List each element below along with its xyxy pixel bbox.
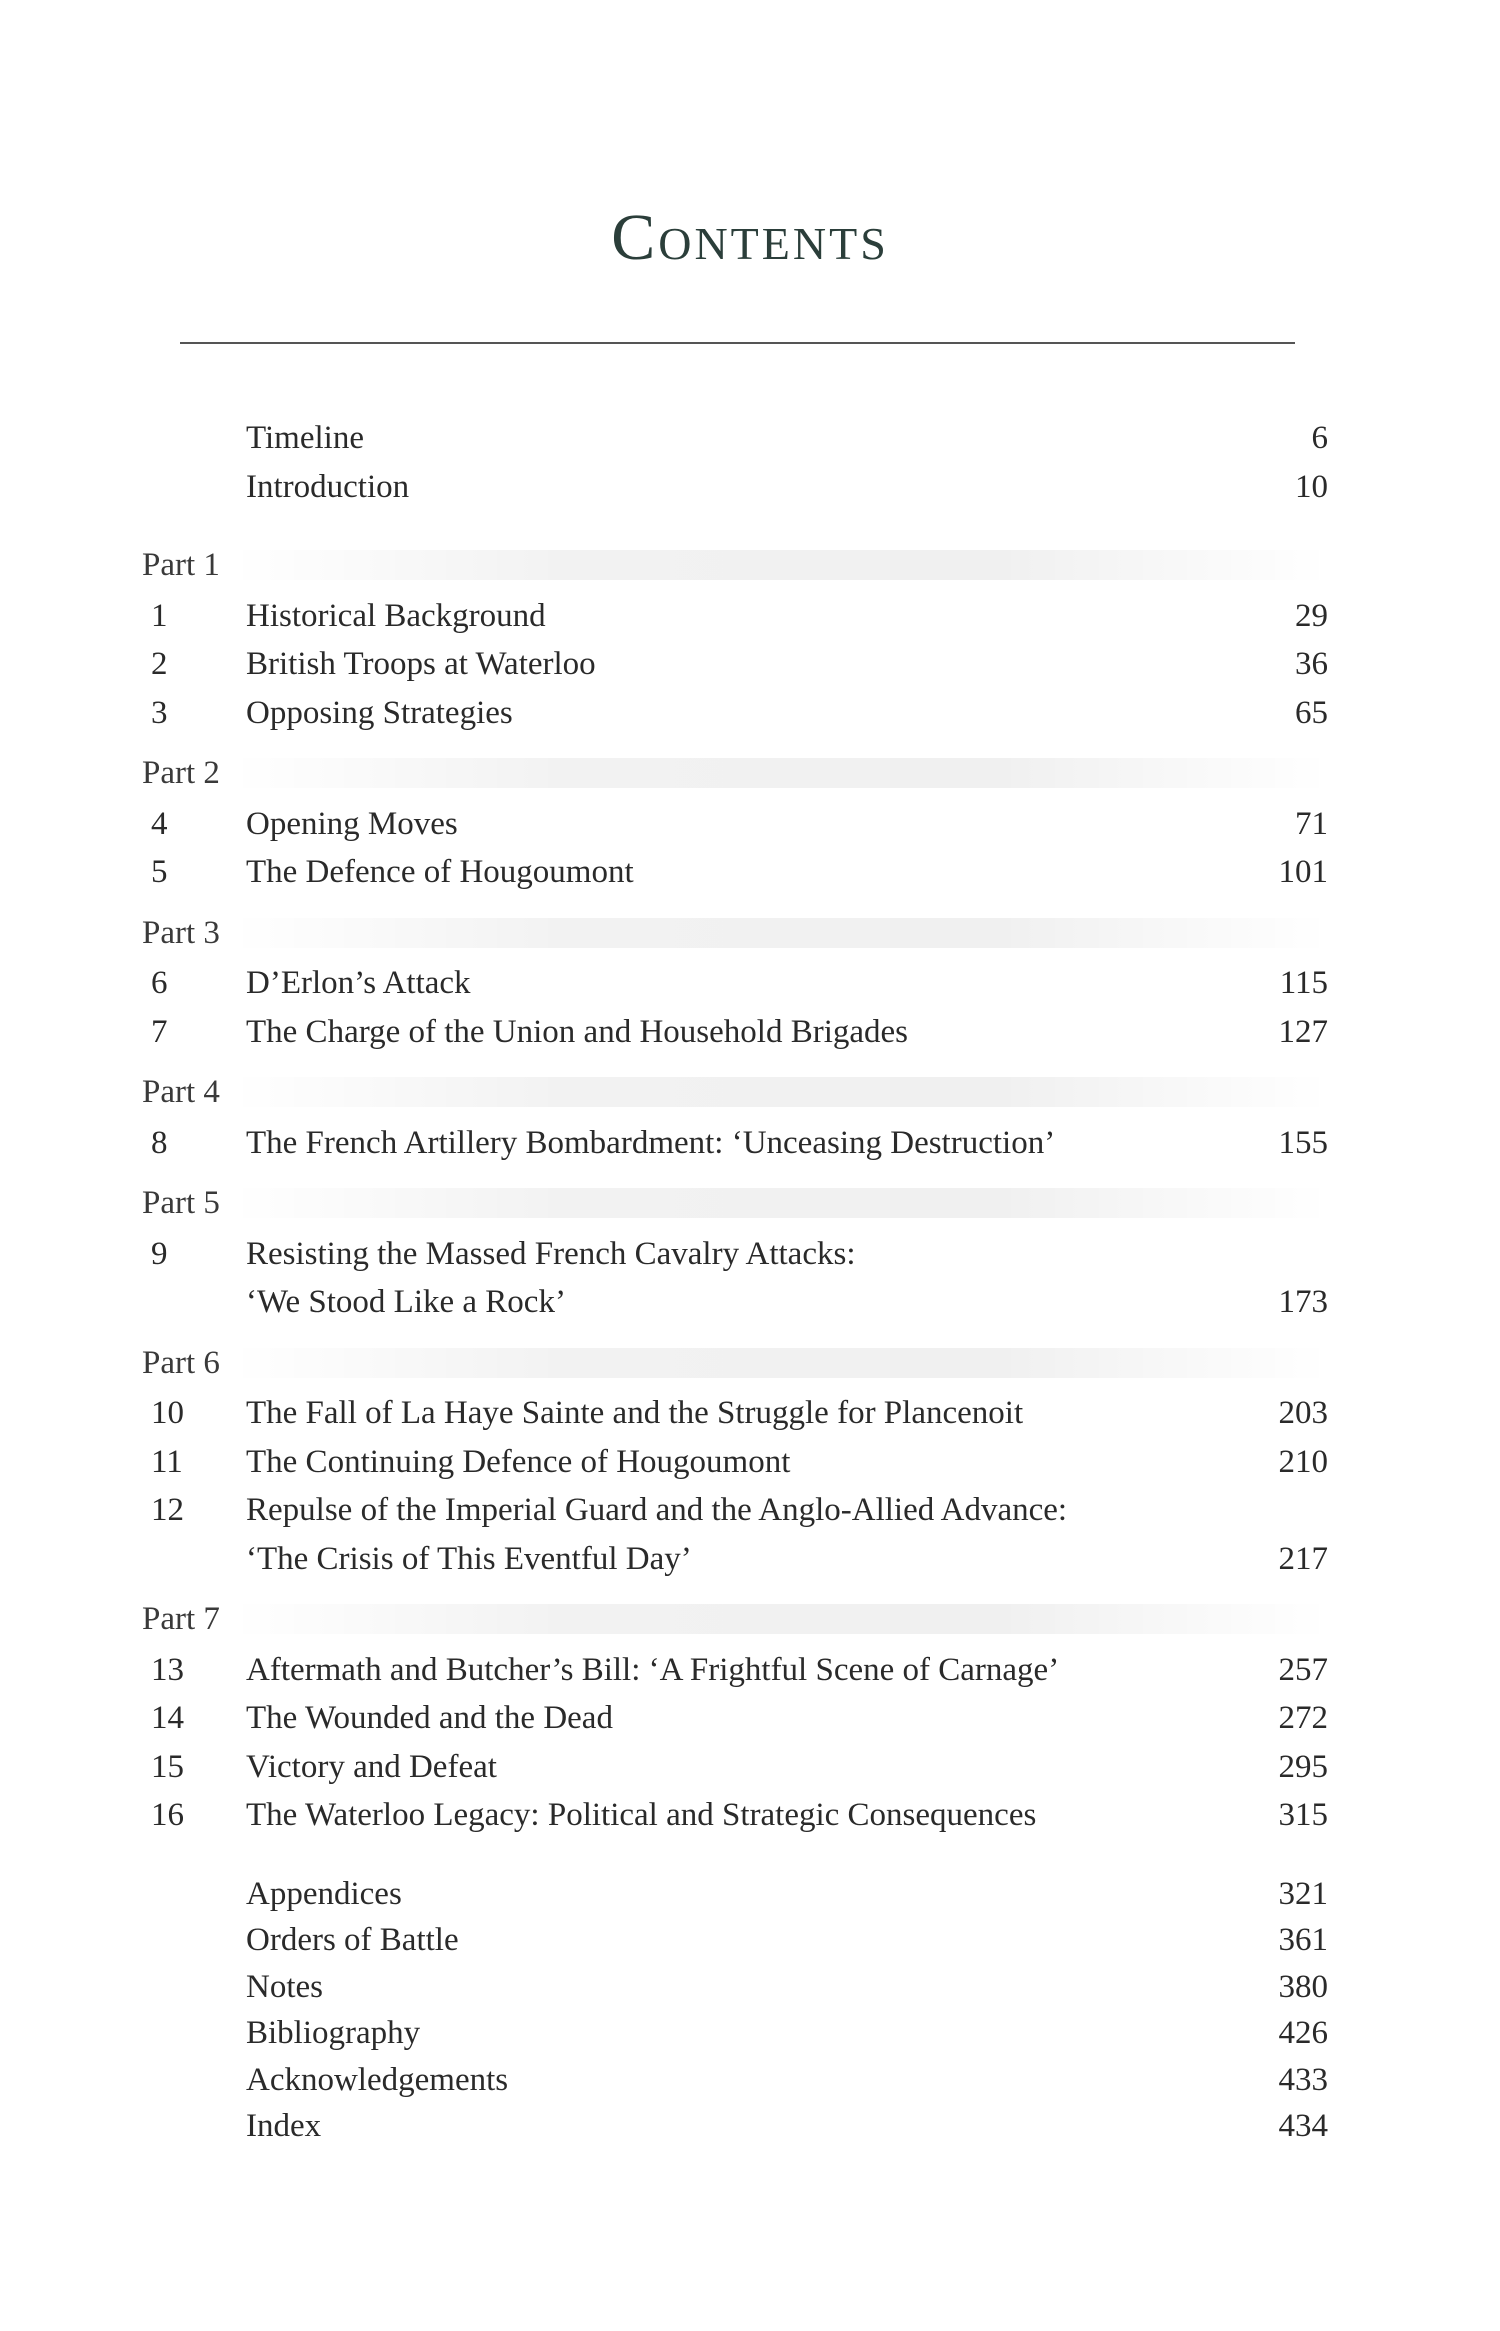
chapter-page: 210 bbox=[1278, 1443, 1328, 1480]
chapter-page: 101 bbox=[1278, 854, 1328, 890]
chapter-title: Victory and Defeat bbox=[246, 1748, 497, 1785]
chapter-page: 173 bbox=[1278, 1284, 1328, 1320]
chapter-title: The Fall of La Haye Sainte and the Struggle for Plancenoit bbox=[246, 1395, 1024, 1431]
part-heading bbox=[0, 1339, 1500, 1387]
chapter-page: 71 bbox=[1295, 805, 1328, 842]
entry-title: Notes bbox=[246, 1968, 323, 2005]
chapter-title: Repulse of the Imperial Guard and the Anglo-Allied Advance: bbox=[246, 1492, 1068, 1528]
chapter-title: Aftermath and Butcher’s Bill: ‘A Frightful Scene of Carnage’ bbox=[246, 1651, 1060, 1688]
part-label: Part 6 bbox=[142, 1344, 220, 1381]
toc-entry[interactable] bbox=[0, 848, 1500, 896]
chapter-title: Opening Moves bbox=[246, 805, 458, 842]
chapter-title: Opposing Strategies bbox=[246, 694, 513, 731]
part-heading bbox=[0, 749, 1500, 797]
part-heading bbox=[0, 1595, 1500, 1643]
part-label: Part 2 bbox=[142, 755, 220, 791]
entry-title: Acknowledgements bbox=[246, 2061, 509, 2098]
toc-entry[interactable] bbox=[0, 1870, 1500, 1918]
chapter-title: The Charge of the Union and Household Brigades bbox=[246, 1013, 908, 1050]
entry-title: Timeline bbox=[246, 420, 364, 456]
part-heading bbox=[0, 1179, 1500, 1227]
toc-entry[interactable] bbox=[0, 2009, 1500, 2057]
toc-entry[interactable] bbox=[0, 1230, 1500, 1278]
chapter-title: D’Erlon’s Attack bbox=[246, 965, 471, 1001]
part-label: Part 4 bbox=[142, 1074, 220, 1110]
chapter-number: 9 bbox=[151, 1235, 168, 1272]
chapter-number: 12 bbox=[151, 1492, 184, 1528]
chapter-number: 1 bbox=[151, 597, 168, 634]
chapter-number: 4 bbox=[151, 805, 168, 842]
toc-entry[interactable] bbox=[0, 463, 1500, 511]
toc-entry[interactable] bbox=[0, 1916, 1500, 1964]
part-label: Part 7 bbox=[142, 1601, 220, 1637]
chapter-page: 217 bbox=[1278, 1540, 1328, 1577]
chapter-number: 10 bbox=[151, 1395, 184, 1431]
chapter-number: 6 bbox=[151, 965, 168, 1001]
entry-page: 321 bbox=[1278, 1875, 1328, 1912]
toc-entry[interactable] bbox=[0, 689, 1500, 737]
chapter-page: 295 bbox=[1278, 1748, 1328, 1785]
chapter-title: The Continuing Defence of Hougoumont bbox=[246, 1443, 791, 1480]
part-heading bbox=[0, 909, 1500, 957]
toc-entry[interactable] bbox=[0, 800, 1500, 848]
chapter-number: 14 bbox=[151, 1700, 184, 1736]
chapter-title: The Defence of Hougoumont bbox=[246, 854, 634, 890]
chapter-title: Resisting the Massed French Cavalry Attacks: bbox=[246, 1235, 856, 1272]
toc-entry[interactable] bbox=[0, 959, 1500, 1007]
entry-title: Bibliography bbox=[246, 2015, 421, 2051]
chapter-title: The French Artillery Bombardment: ‘Unceasing Destruction’ bbox=[246, 1124, 1056, 1161]
chapter-title-line2: ‘We Stood Like a Rock’ bbox=[246, 1284, 566, 1320]
chapter-page: 115 bbox=[1279, 965, 1328, 1001]
chapter-number: 7 bbox=[151, 1013, 168, 1050]
chapter-page: 257 bbox=[1278, 1651, 1328, 1688]
page-title: Contents bbox=[611, 201, 889, 274]
entry-page: 433 bbox=[1278, 2061, 1328, 2098]
toc-entry[interactable] bbox=[0, 1694, 1500, 1742]
chapter-number: 3 bbox=[151, 694, 168, 731]
toc-entry-continued[interactable] bbox=[0, 1278, 1500, 1326]
chapter-title: British Troops at Waterloo bbox=[246, 646, 596, 682]
toc-entry[interactable] bbox=[0, 1963, 1500, 2011]
chapter-page: 155 bbox=[1278, 1124, 1328, 1161]
entry-title: Index bbox=[246, 2108, 322, 2144]
toc-entry[interactable] bbox=[0, 1646, 1500, 1694]
chapter-page: 127 bbox=[1278, 1013, 1328, 1050]
part-heading bbox=[0, 541, 1500, 589]
chapter-page: 36 bbox=[1295, 646, 1328, 682]
chapter-number: 11 bbox=[151, 1443, 183, 1480]
entry-page: 434 bbox=[1278, 2108, 1328, 2144]
entry-page: 426 bbox=[1278, 2015, 1328, 2051]
toc-entry[interactable] bbox=[0, 1119, 1500, 1167]
toc-entry[interactable] bbox=[0, 414, 1500, 462]
chapter-page: 315 bbox=[1278, 1797, 1328, 1833]
toc-entry[interactable] bbox=[0, 1743, 1500, 1791]
chapter-number: 5 bbox=[151, 854, 168, 890]
entry-page: 10 bbox=[1295, 468, 1328, 505]
toc-entry[interactable] bbox=[0, 1389, 1500, 1437]
toc-entry[interactable] bbox=[0, 1008, 1500, 1056]
part-label: Part 1 bbox=[142, 547, 220, 583]
part-heading bbox=[0, 1068, 1500, 1116]
chapter-title: The Wounded and the Dead bbox=[246, 1700, 613, 1736]
part-label: Part 3 bbox=[142, 914, 220, 951]
toc-entry[interactable] bbox=[0, 1791, 1500, 1839]
part-label: Part 5 bbox=[142, 1185, 220, 1221]
chapter-page: 272 bbox=[1278, 1700, 1328, 1736]
chapter-number: 16 bbox=[151, 1797, 184, 1833]
toc-entry[interactable] bbox=[0, 2056, 1500, 2104]
toc-entry[interactable] bbox=[0, 640, 1500, 688]
chapter-page: 29 bbox=[1295, 597, 1328, 634]
entry-title: Appendices bbox=[246, 1875, 402, 1912]
toc-entry-continued[interactable] bbox=[0, 1535, 1500, 1583]
chapter-number: 15 bbox=[151, 1748, 184, 1785]
title-rule bbox=[180, 342, 1295, 344]
chapter-title-line2: ‘The Crisis of This Eventful Day’ bbox=[246, 1540, 692, 1577]
toc-entry[interactable] bbox=[0, 1438, 1500, 1486]
chapter-title: Historical Background bbox=[246, 597, 546, 634]
chapter-title: The Waterloo Legacy: Political and Strategic Consequences bbox=[246, 1797, 1037, 1833]
chapter-page: 65 bbox=[1295, 694, 1328, 731]
chapter-page: 203 bbox=[1278, 1395, 1328, 1431]
entry-title: Orders of Battle bbox=[246, 1922, 459, 1958]
entry-page: 380 bbox=[1278, 1968, 1328, 2005]
entry-title: Introduction bbox=[246, 468, 410, 505]
toc-entry[interactable] bbox=[0, 1486, 1500, 1534]
toc-entry[interactable] bbox=[0, 2102, 1500, 2150]
chapter-number: 8 bbox=[151, 1124, 168, 1161]
entry-page: 6 bbox=[1311, 420, 1328, 456]
chapter-number: 2 bbox=[151, 646, 168, 682]
entry-page: 361 bbox=[1278, 1922, 1328, 1958]
chapter-number: 13 bbox=[151, 1651, 184, 1688]
toc-entry[interactable] bbox=[0, 592, 1500, 640]
